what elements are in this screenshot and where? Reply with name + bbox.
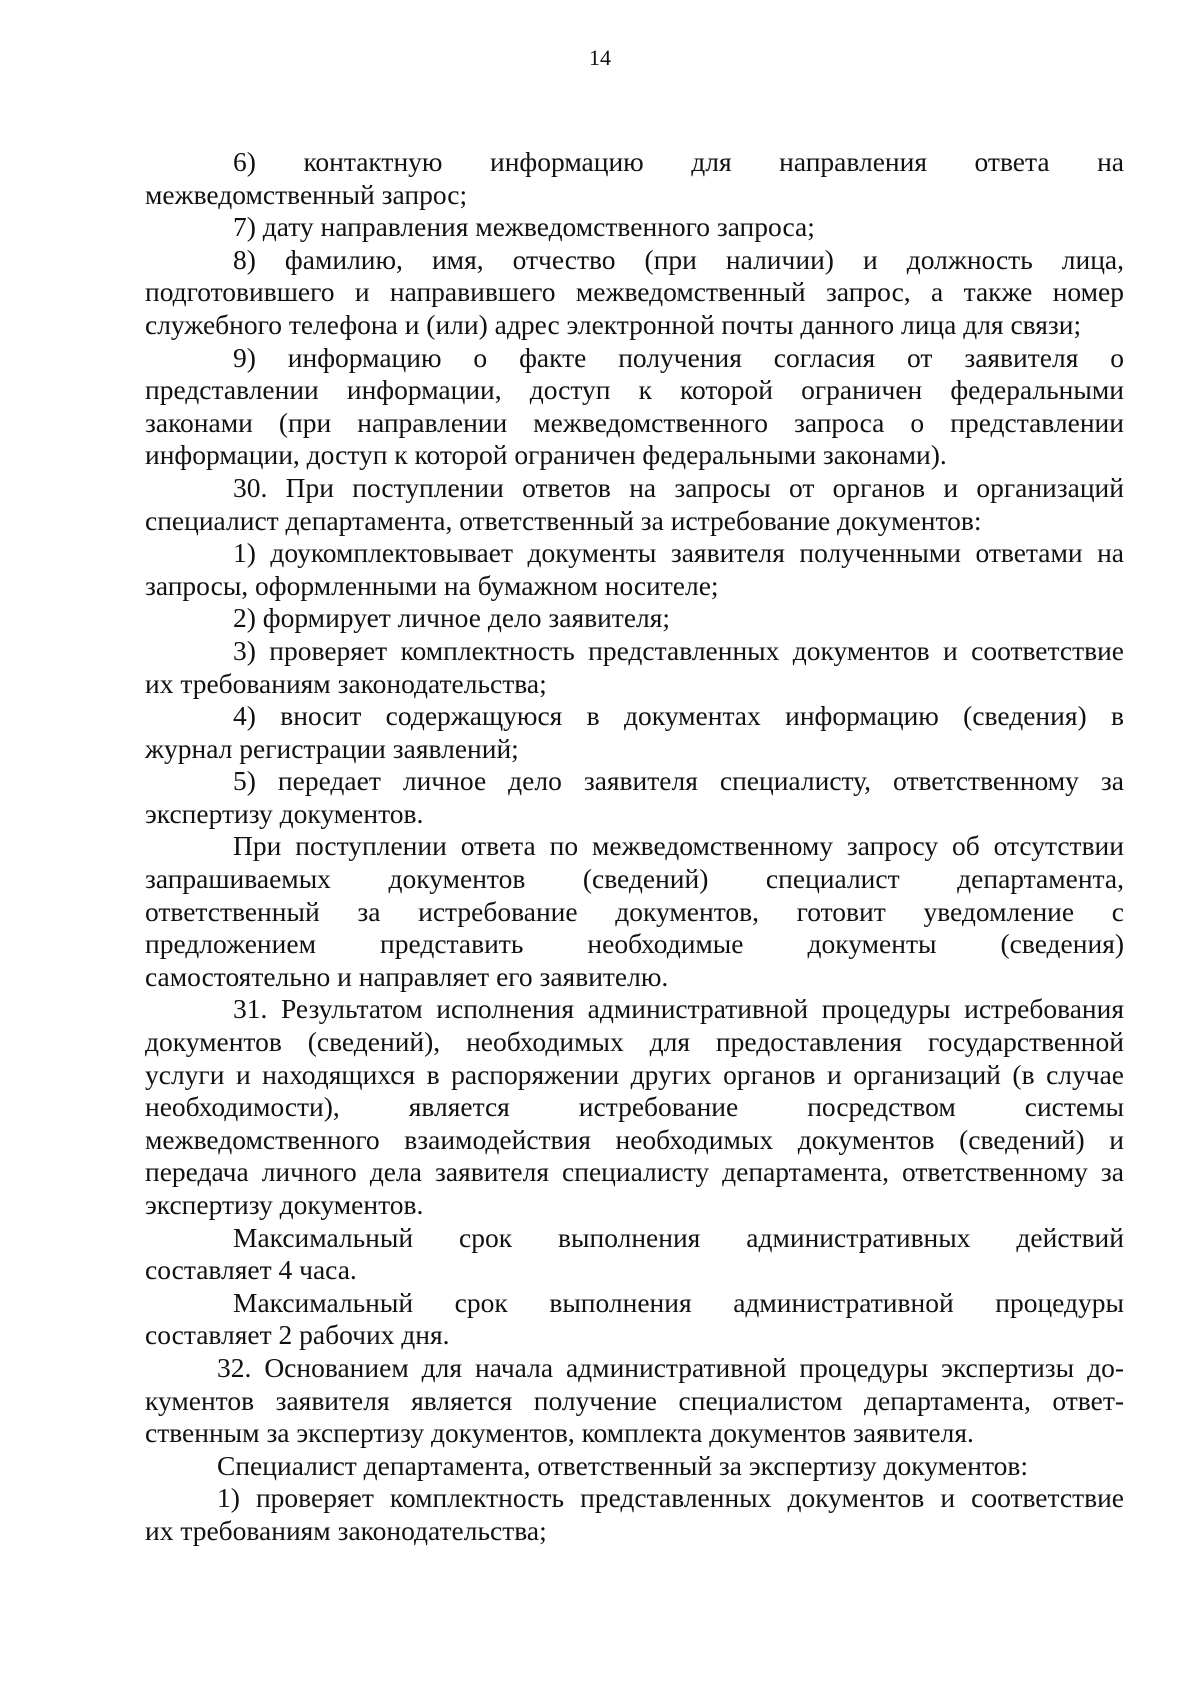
text-line: подготовившего и направившего межведомственный запрос, а также номер [145, 276, 1124, 308]
text-line: ственным за экспертизу документов, комплекта документов заявителя. [145, 1417, 974, 1449]
text-line: представлении информации, доступ к которой ограничен федеральными [145, 374, 1124, 406]
text-line: составляет 2 рабочих дня. [145, 1319, 450, 1351]
text-line: 1) доукомплектовывает документы заявителя полученными ответами на [233, 537, 1124, 569]
text-line: 3) проверяет комплектность представленных документов и соответствие [233, 634, 1124, 666]
text-line: Максимальный срок выполнения административной процедуры [233, 1286, 1124, 1318]
text-line: 9) информацию о факте получения согласия от заявителя о [233, 341, 1124, 373]
body-text [145, 146, 1124, 1548]
text-line: 8) фамилию, имя, отчество (при наличии) и должность лица, [233, 243, 1124, 275]
text-line: межведомственного взаимодействия необходимых документов (сведений) и [145, 1123, 1124, 1155]
text-line: предложением представить необходимые документы (сведения) [145, 928, 1124, 960]
page-number: 14 [589, 45, 611, 70]
text-line: запросы, оформленными на бумажном носителе; [145, 569, 719, 601]
text-line: служебного телефона и (или) адрес электронной почты данного лица для связи; [145, 308, 1082, 340]
text-line: запрашиваемых документов (сведений) специалист департамента, [145, 863, 1124, 895]
text-line: Максимальный срок выполнения административных действий [233, 1221, 1124, 1253]
text-line: 31. Результатом исполнения административной процедуры истребования [233, 993, 1124, 1025]
text-line: законами (при направлении межведомственного запроса о представлении [145, 406, 1124, 438]
text-line: экспертизу документов. [145, 1189, 424, 1220]
text-line: документов (сведений), необходимых для предоставления государственной [145, 1026, 1124, 1058]
text-line: 2) формирует личное дело заявителя; [233, 602, 671, 634]
text-line: информации, доступ к которой ограничен федеральными законами). [145, 439, 947, 471]
text-line: необходимости), является истребование посредством системы [145, 1091, 1124, 1123]
text-line: При поступлении ответа по межведомственному запросу об отсутствии [233, 830, 1124, 862]
text-line: Специалист департамента, ответственный за экспертизу документов: [217, 1449, 1028, 1481]
text-line: кументов заявителя является получение специалистом департамента, ответ- [145, 1384, 1124, 1416]
text-line: 1) проверяет комплектность представленных документов и соответствие [217, 1482, 1124, 1514]
text-line: ответственный за истребование документов, готовит уведомление с [145, 895, 1124, 927]
text-line: 7) дату направления межведомственного запроса; [233, 211, 815, 243]
text-line: 5) передает личное дело заявителя специалисту, ответственному за [233, 765, 1124, 797]
text-line: услуги и находящихся в распоряжении других органов и организаций (в случае [145, 1058, 1124, 1090]
text-line: передача личного дела заявителя специалисту департамента, ответственному за [145, 1156, 1124, 1188]
text-line: 4) вносит содержащуюся в документах информацию (сведения) в [233, 700, 1124, 732]
text-line: межведомственный запрос; [145, 178, 468, 210]
text-line: журнал регистрации заявлений; [145, 732, 519, 764]
text-line: самостоятельно и направляет его заявителю. [145, 960, 669, 992]
text-line: 32. Основанием для начала административной процедуры экспертизы до- [217, 1351, 1124, 1383]
text-line: составляет 4 часа. [145, 1254, 357, 1286]
text-line: специалист департамента, ответственный за истребование документов: [145, 504, 982, 536]
text-line: 30. При поступлении ответов на запросы от органов и организаций [233, 471, 1124, 503]
text-line: 6) контактную информацию для направления ответа на [233, 146, 1124, 177]
text-line: их требованиям законодательства; [145, 1514, 547, 1546]
text-line: экспертизу документов. [145, 797, 424, 829]
text-line: их требованиям законодательства; [145, 667, 547, 699]
